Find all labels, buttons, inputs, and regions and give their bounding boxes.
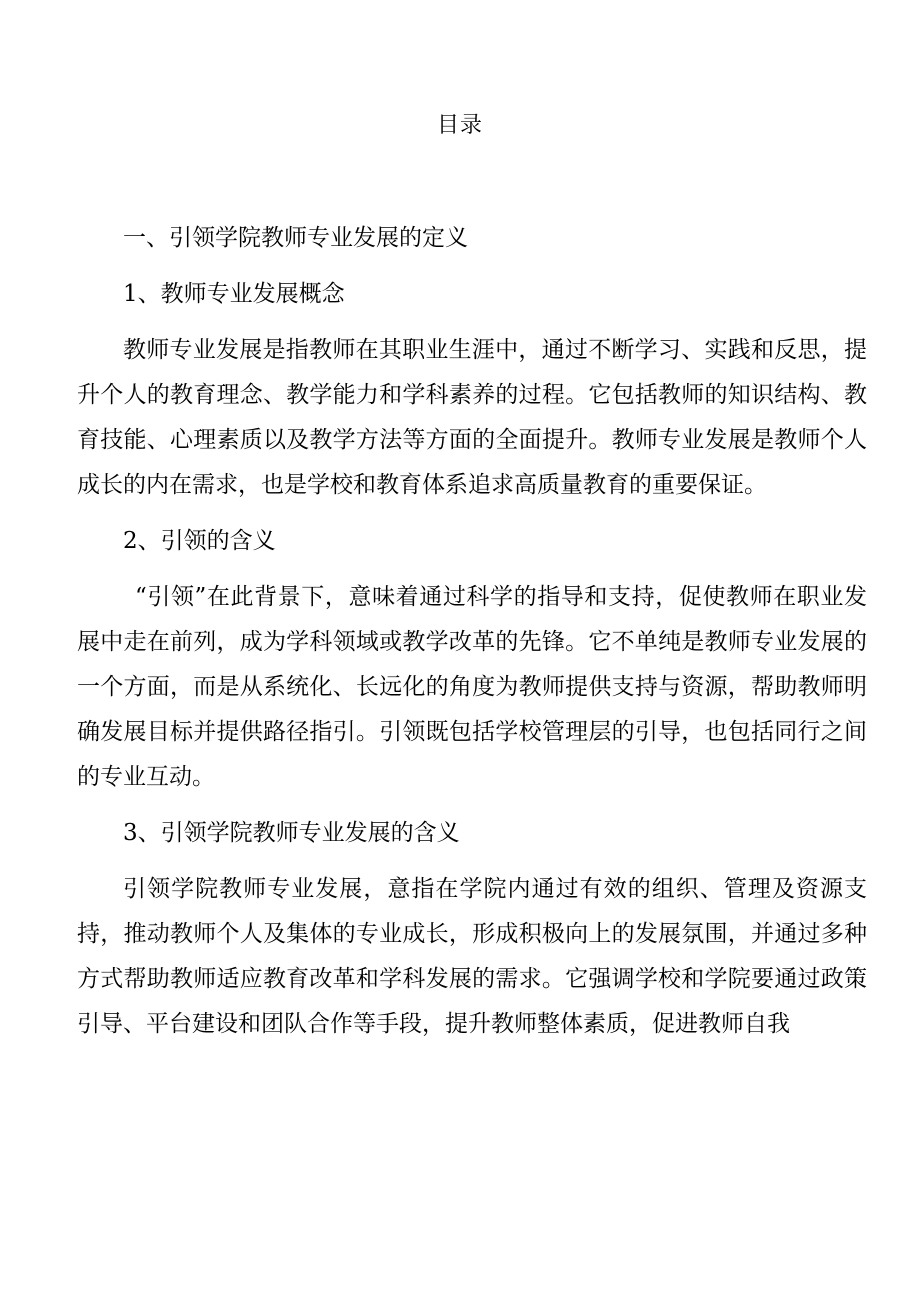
paragraph-1: 教师专业发展是指教师在其职业生涯中，通过不断学习、实践和反思，提升个人的教育理念、教学能力和学科素养的过程。它包括教师的知识结构、教育技能、心理素质以及教学方法等方面的全面提升。教师专业发展是教师个人成长的内在需求，也是学校和教育体系追求高质量教育的重要保证。 <box>77 337 867 498</box>
page-title: 目录 <box>436 113 483 138</box>
document-body <box>77 216 867 1058</box>
paragraph-3: 引领学院教师专业发展，意指在学院内通过有效的组织、管理及资源支持，推动教师个人及集体的专业成长，形成积极向上的发展氛围，并通过多种方式帮助教师适应教育改革和学科发展的需求。它强调学校和学院要通过政策引导、平台建设和团队合作等手段，提升教师整体素质，促进教师自我 <box>77 876 867 1037</box>
subsection-heading-3: 3、引领学院教师专业发展的含义 <box>123 820 460 846</box>
subsection-heading-2: 2、引领的含义 <box>123 528 276 554</box>
section-heading-1: 一、引领学院教师专业发展的定义 <box>123 225 468 251</box>
subsection-heading-1: 1、教师专业发展概念 <box>123 281 345 307</box>
paragraph-2: “引领”在此背景下，意味着通过科学的指导和支持，促使教师在职业发展中走在前列，成为学科领域或教学改革的先锋。它不单纯是教师专业发展的一个方面，而是从系统化、长远化的角度为教师提供支持与资源，帮助教师明确发展目标并提供路径指引。引领既包括学校管理层的引导，也包括同行之间的专业互动。 <box>77 584 867 790</box>
